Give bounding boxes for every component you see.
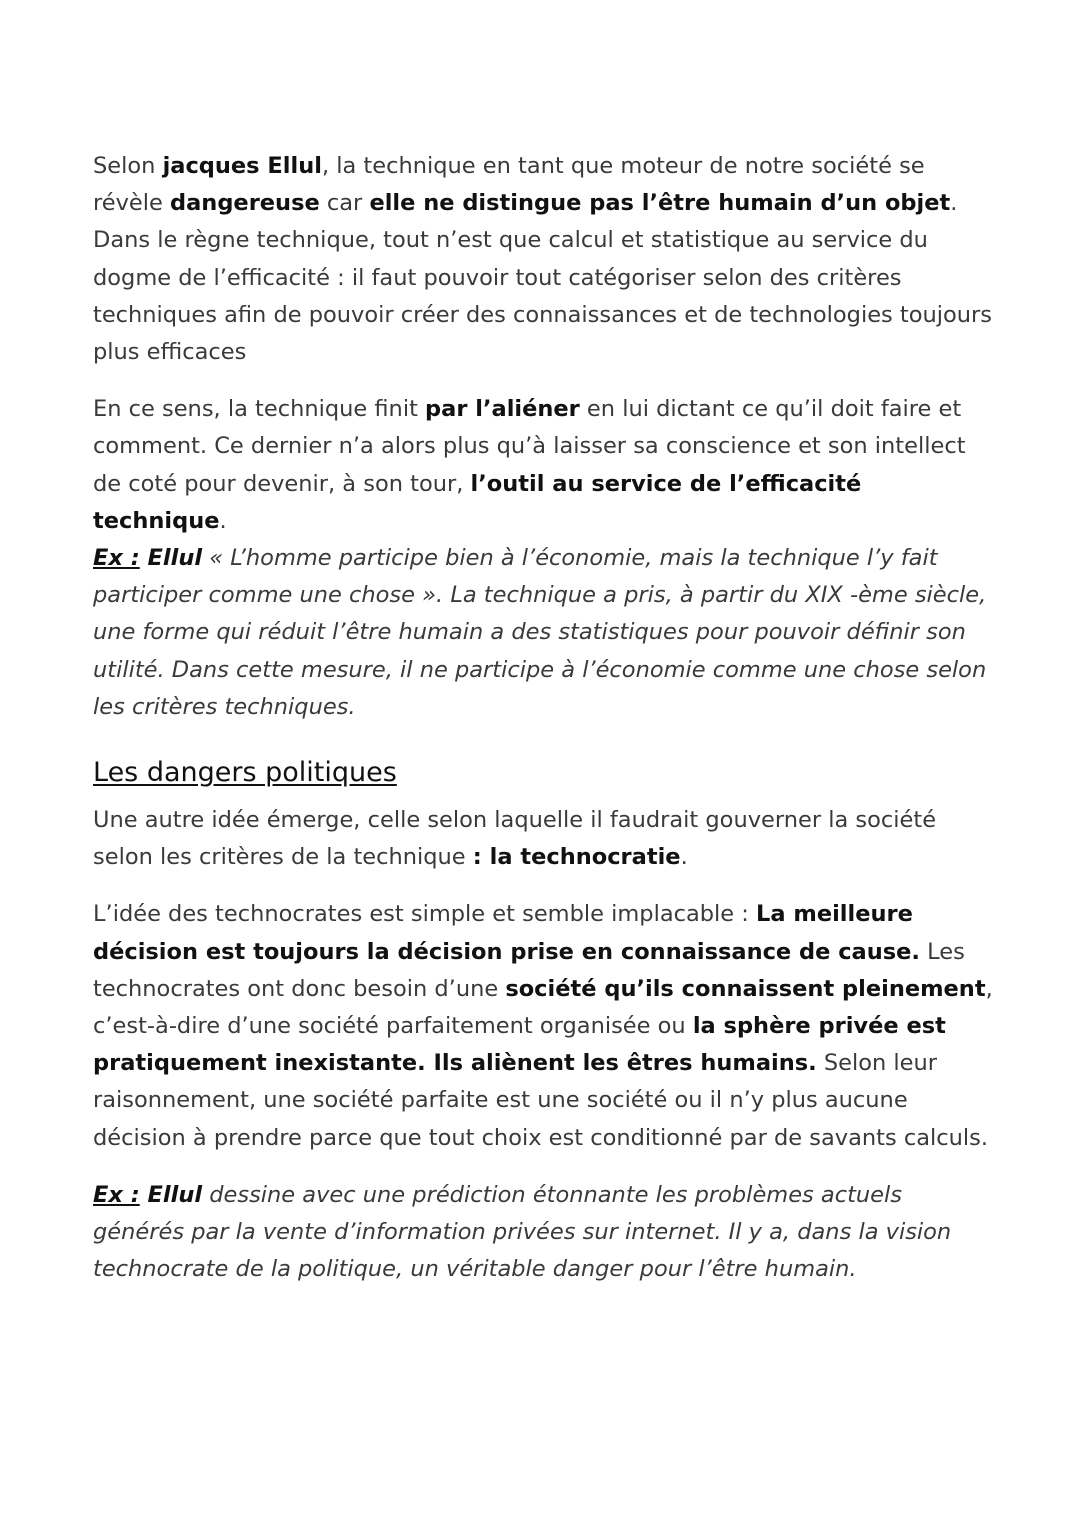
example-label: Ex : xyxy=(93,1181,140,1208)
paragraph-alienation: En ce sens, la technique finit par l’aliéner en lui dictant ce qu’il doit faire et comment. Ce dernier n’a alors plus qu’à laisser sa conscience et son intellect de coté pour devenir, à son tour, l’outil au service de l’efficacité technique. Ex : Ellul « L’homme participe bien à l’économie, mais la technique l’y fait participer comme une chose ». La technique a pris, à partir du XIX -ème siècle, une forme qui réduit l’être humain a des statistiques pour pouvoir définir son utilité. Dans cette mesure, il ne participe à l’économie comme une chose selon les critères techniques. xyxy=(93,396,987,720)
paragraph-example-ellul: Ex : Ellul dessine avec une prédiction étonnante les problèmes actuels générés par la vente d’information privées sur internet. Il y a, dans la vision technocrate de la politique, un véritable danger pour l’être humain. xyxy=(93,1181,952,1283)
bold-text: l’outil au service de l’efficacité technique xyxy=(93,470,862,534)
section-heading: Les dangers politiques xyxy=(93,757,397,789)
example-author: Ellul xyxy=(139,1181,203,1208)
paragraph-technocratie: Une autre idée émerge, celle selon laquelle il faudrait gouverner la société selon les critères de la technique : la technocratie. xyxy=(93,807,937,871)
bold-text: jacques Ellul xyxy=(162,153,322,179)
example-author: Ellul xyxy=(139,545,203,572)
bold-text: par l’aliéner xyxy=(425,396,580,423)
bold-text: la sphère privée est pratiquement inexistante. Ils aliènent les êtres humains. xyxy=(93,1013,946,1077)
document-page xyxy=(93,148,993,1288)
bold-text: dangereuse xyxy=(170,190,320,217)
example-label: Ex : xyxy=(93,545,140,572)
bold-text: : la technocratie xyxy=(472,844,681,871)
bold-text: société qu’ils connaissent pleinement xyxy=(505,975,986,1002)
example-block: Ex : Ellul « L’homme participe bien à l’économie, mais la technique l’y fait participer comme une chose ». La technique a pris, à partir du XIX -ème siècle, une forme qui réduit l’être humain a des statistiques pour pouvoir définir son utilité. Dans cette mesure, il ne participe à l’économie comme une chose selon les critères techniques. xyxy=(93,545,987,720)
bold-text: elle ne distingue pas l’être humain d’un objet xyxy=(369,190,951,217)
paragraph-technocrates: L’idée des technocrates est simple et semble implacable : La meilleure décision est toujours la décision prise en connaissance de cause. Les technocrates ont donc besoin d’une société qu’ils connaissent pleinement, c’est-à-dire d’une société parfaitement organisée ou la sphère privée est pratiquement inexistante. Ils aliènent les êtres humains. Selon leur raisonnement, une société parfaite est une société ou il n’y plus aucune décision à prendre parce que tout choix est conditionné par de savants calculs. xyxy=(93,901,993,1151)
bold-text: La meilleure décision est toujours la décision prise en connaissance de cause. xyxy=(93,901,920,965)
paragraph-ellul-intro: Selon jacques Ellul, la technique en tant que moteur de notre société se révèle dangereuse car elle ne distingue pas l’être humain d’un objet. Dans le règne technique, tout n’est que calcul et statistique au service du dogme de l’efficacité : il faut pouvoir tout catégoriser selon des critères techniques afin de pouvoir créer des connaissances et de technologies toujours plus efficaces xyxy=(93,153,993,366)
